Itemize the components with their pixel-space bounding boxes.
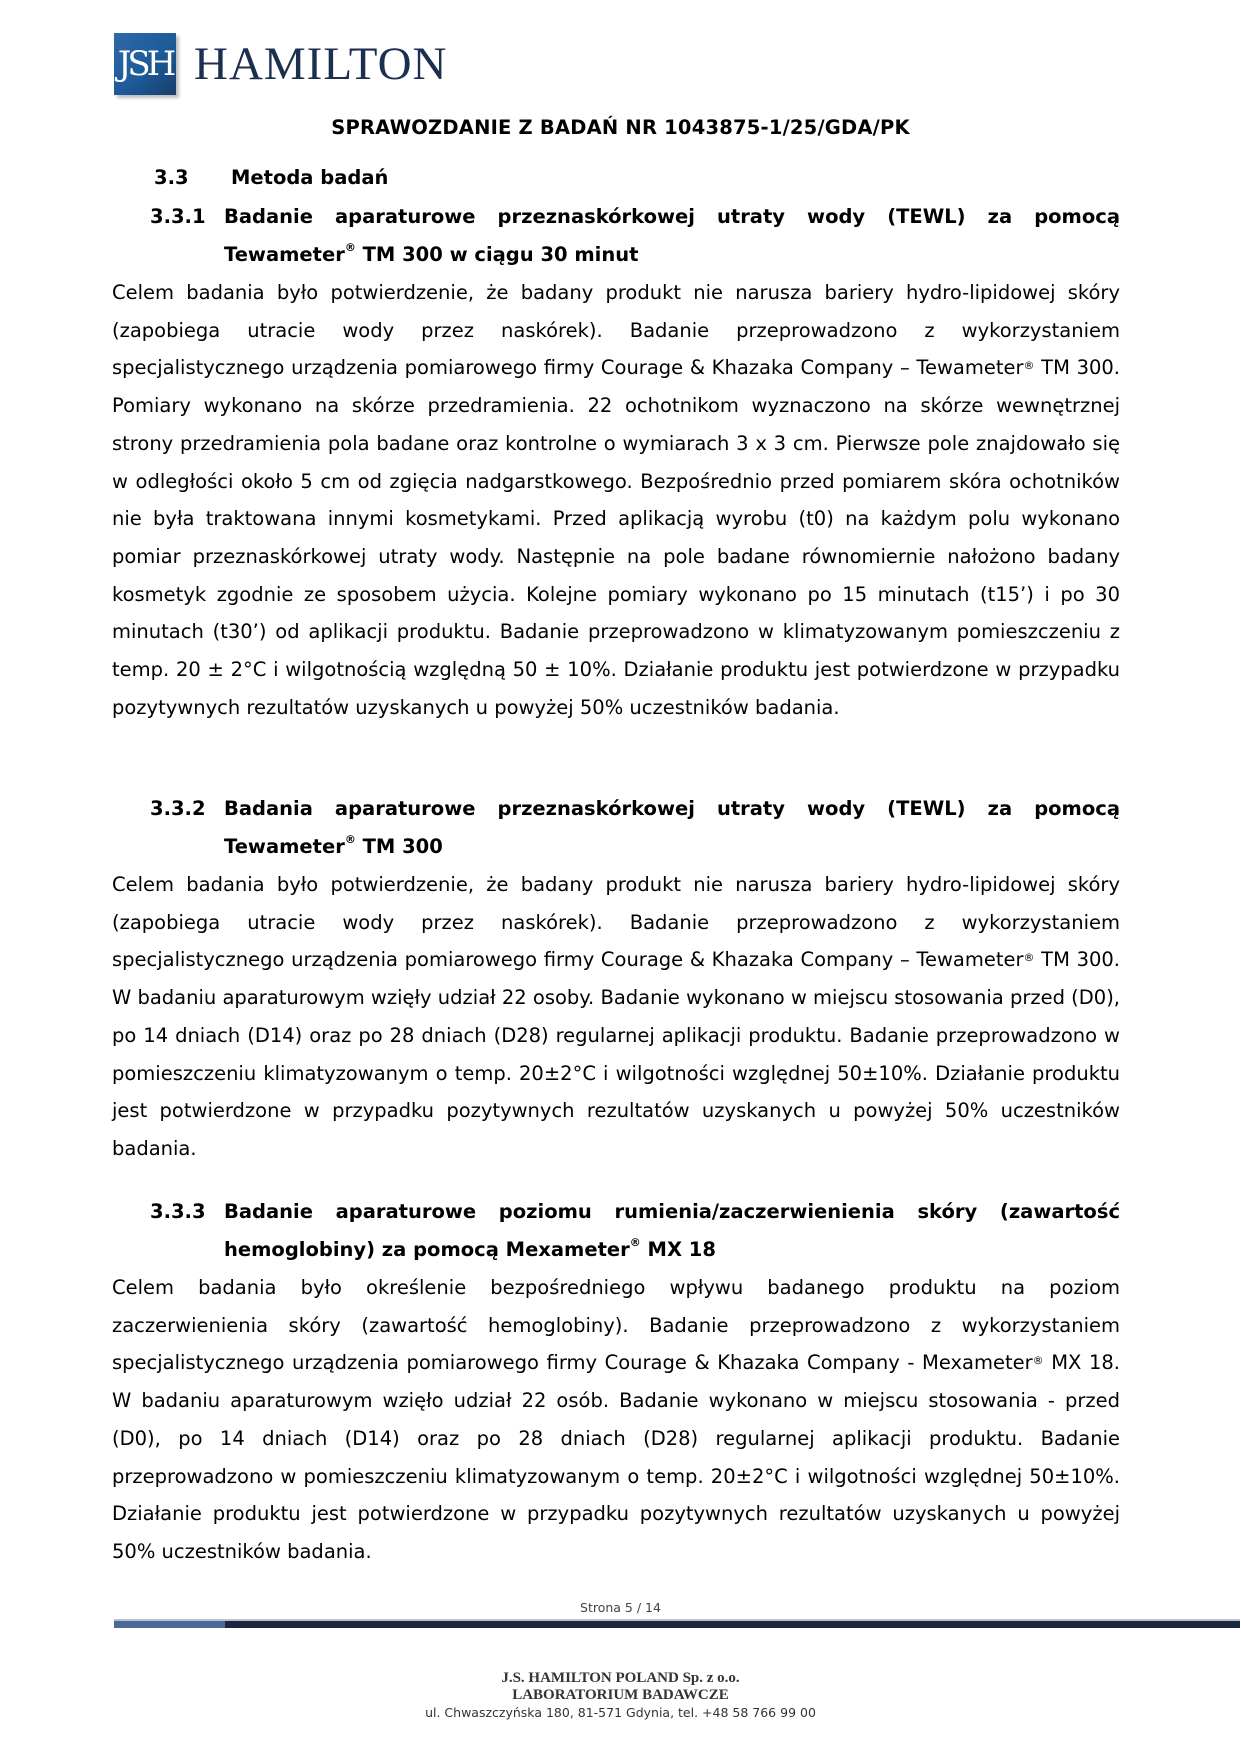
title-text: TM 300 w ciągu 30 minut: [355, 243, 639, 266]
registered-mark: ®: [1032, 1354, 1044, 1368]
title-text: Tewameter: [224, 243, 345, 266]
registered-mark: ®: [344, 833, 356, 846]
footer-address: ul. Chwaszczyńska 180, 81-571 Gdynia, tel. +48 58 766 99 00: [425, 1705, 816, 1720]
registered-mark: ®: [629, 1236, 641, 1249]
registered-mark: ®: [1023, 359, 1035, 373]
section-number: 3.3: [154, 166, 189, 189]
report-title: SPRAWOZDANIE Z BADAŃ NR 1043875-1/25/GDA/PK: [331, 116, 910, 139]
subsection-number: 3.3.1: [150, 205, 206, 228]
footer-divider-accent: [114, 1621, 225, 1628]
subsection-body: Celem badania było określenie bezpośredniego wpływu badanego produktu na poziom zaczerwienienia skóry (zawartość hemoglobiny). Badanie przeprowadzono z wykorzystaniem specjalistycznego urządzenia pomiarowego firmy Courage & Khazaka Company - Mexameter® MX 18. W badaniu aparaturowym wzięło udział 22 osób. Badanie wykonano w miejscu stosowania - przed (D0), po 14 dniach (D14) oraz po 28 dniach (D28) regularnej aplikacji produktu. Badanie przeprowadzono w pomieszczeniu klimatyzowanym o temp. 20±2°C i wilgotności względnej 50±10%. Działanie produktu jest potwierdzone w przypadku pozytywnych rezultatów uzyskanych u powyżej 50% uczestników badania.: [112, 1276, 1120, 1563]
subsection-title-line1: Badania aparaturowe przeznaskórkowej utraty wody (TEWL) za pomocą: [224, 797, 1120, 820]
subsection-number: 3.3.3: [150, 1200, 206, 1223]
title-text: Tewameter: [224, 835, 345, 858]
footer-divider: [114, 1621, 1240, 1628]
title-text: TM 300: [355, 835, 443, 858]
footer-lab: LABORATORIUM BADAWCZE: [512, 1687, 729, 1703]
company-logo: [114, 32, 447, 96]
logo-mark-icon: JSH: [114, 33, 176, 95]
title-text: hemoglobiny) za pomocą Mexameter: [224, 1238, 630, 1261]
subsection-title-line2: [224, 243, 1120, 266]
footer: [0, 1670, 1241, 1721]
subsection-number: 3.3.2: [150, 797, 206, 820]
logo-text: HAMILTON: [194, 38, 448, 90]
registered-mark: ®: [344, 241, 356, 254]
subsection-body: Celem badania było potwierdzenie, że badany produkt nie narusza bariery hydro-lipidowej skóry (zapobiega utracie wody przez naskórek). Badanie przeprowadzono z wykorzystaniem specjalistycznego urządzenia pomiarowego firmy Courage & Khazaka Company – Tewameter® TM 300. W badaniu aparaturowym wzięły udział 22 osoby. Badanie wykonano w miejscu stosowania przed (D0), po 14 dniach (D14) oraz po 28 dniach (D28) regularnej aplikacji produktu. Badanie przeprowadzono w pomieszczeniu klimatyzowanym o temp. 20±2°C i wilgotności względnej 50±10%. Działanie produktu jest potwierdzone w przypadku pozytywnych rezultatów uzyskanych u powyżej 50% uczestników badania.: [112, 873, 1120, 1160]
section-title: Metoda badań: [231, 166, 389, 189]
subsection-title-line1: Badanie aparaturowe przeznaskórkowej utraty wody (TEWL) za pomocą: [224, 205, 1120, 228]
registered-mark: ®: [1023, 951, 1035, 965]
title-text: MX 18: [640, 1238, 716, 1261]
subsection-body: Celem badania było potwierdzenie, że badany produkt nie narusza bariery hydro-lipidowej skóry (zapobiega utracie wody przez naskórek). Badanie przeprowadzono z wykorzystaniem specjalistycznego urządzenia pomiarowego firmy Courage & Khazaka Company – Tewameter® TM 300. Pomiary wykonano na skórze przedramienia. 22 ochotnikom wyznaczono na skórze wewnętrznej strony przedramienia pola badane oraz kontrolne o wymiarach 3 x 3 cm. Pierwsze pole znajdowało się w odległości około 5 cm od zgięcia nadgarstkowego. Bezpośrednio przed pomiarem skóra ochotników nie była traktowana innymi kosmetykami. Przed aplikacją wyrobu (t0) na każdym polu wykonano pomiar przeznaskórkowej utraty wody. Następnie na pole badane równomiernie nałożono badany kosmetyk zgodnie ze sposobem użycia. Kolejne pomiary wykonano po 15 minutach (t15’) i po 30 minutach (t30’) od aplikacji produktu. Badanie przeprowadzono w klimatyzowanym pomieszczeniu z temp. 20 ± 2°C i wilgotnością względną 50 ± 10%. Działanie produktu jest potwierdzone w przypadku pozytywnych rezultatów uzyskanych u powyżej 50% uczestników badania.: [112, 281, 1120, 719]
subsection-title-line2: [224, 835, 1120, 858]
page-number: Strona 5 / 14: [580, 1600, 661, 1615]
footer-company: J.S. HAMILTON POLAND Sp. z o.o.: [501, 1670, 740, 1686]
subsection-title-line1: Badanie aparaturowe poziomu rumienia/zaczerwienienia skóry (zawartość: [224, 1200, 1120, 1223]
subsection-title-line2: [224, 1238, 1120, 1261]
